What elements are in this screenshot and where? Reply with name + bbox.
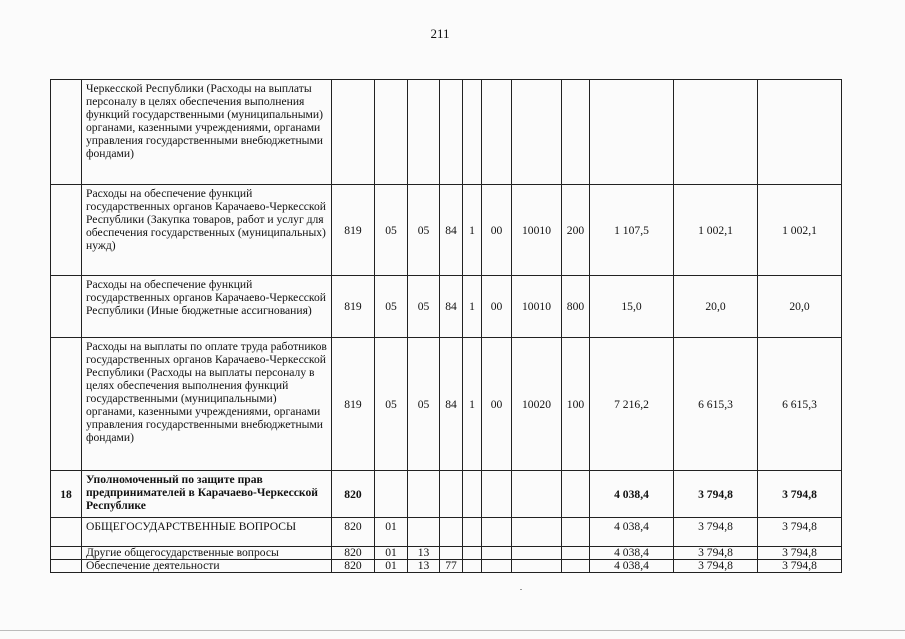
program-code [440,518,463,547]
subsection-code: 13 [408,547,440,560]
section-code: 05 [375,276,408,338]
main-activity-code: 00 [482,338,512,471]
table-row [51,560,842,573]
row-index [51,276,82,338]
table-row [51,518,842,547]
expense-type-code [562,471,590,518]
program-code [440,547,463,560]
sum-2021: 3 794,8 [758,471,842,518]
row-index [51,518,82,547]
program-code: 84 [440,338,463,471]
subprogram-code [463,547,482,560]
sum-2020 [674,80,758,185]
row-index [51,185,82,276]
subprogram-code [463,471,482,518]
subsection-code: 13 [408,560,440,573]
expense-type-code [562,547,590,560]
ministry-code: 819 [332,276,375,338]
expense-type-code [562,560,590,573]
sum-2019: 7 216,2 [590,338,674,471]
expense-type-code: 200 [562,185,590,276]
sum-2021: 1 002,1 [758,185,842,276]
section-code [375,80,408,185]
program-code: 84 [440,185,463,276]
subsection-code: 05 [408,338,440,471]
expense-type-code: 100 [562,338,590,471]
section-code: 01 [375,518,408,547]
direction-code: 10020 [512,338,562,471]
row-name: Обеспечение деятельности [82,560,332,573]
subsection-code: 05 [408,276,440,338]
sum-2020: 3 794,8 [674,547,758,560]
sum-2019: 4 038,4 [590,560,674,573]
subprogram-code [463,560,482,573]
sum-2019: 4 038,4 [590,518,674,547]
table-row [51,185,842,276]
sum-2021: 6 615,3 [758,338,842,471]
row-name: Уполномоченный по защите прав предпринимателей в Карачаево-Черкесской Республике [82,471,332,518]
table-row [51,338,842,471]
row-index [51,80,82,185]
section-code: 01 [375,547,408,560]
table-row [51,80,842,185]
ministry-code: 820 [332,471,375,518]
subprogram-code: 1 [463,338,482,471]
direction-code [512,547,562,560]
table-row [51,547,842,560]
ministry-code: 820 [332,547,375,560]
subsection-code [408,471,440,518]
sum-2020: 20,0 [674,276,758,338]
sum-2019: 15,0 [590,276,674,338]
direction-code: 10010 [512,276,562,338]
main-activity-code [482,471,512,518]
sum-2019 [590,80,674,185]
ministry-code: 820 [332,560,375,573]
row-index [51,338,82,471]
row-index [51,547,82,560]
sum-2019: 1 107,5 [590,185,674,276]
sum-2020: 1 002,1 [674,185,758,276]
row-name: Расходы на обеспечение функций государственных органов Карачаево-Черкесской Республики (Иные бюджетные ассигнования) [82,276,332,338]
budget-table [50,79,842,573]
subprogram-code: 1 [463,185,482,276]
ministry-code: 820 [332,518,375,547]
subsection-code [408,518,440,547]
direction-code: 10010 [512,185,562,276]
sum-2020: 3 794,8 [674,518,758,547]
direction-code [512,471,562,518]
table-row [51,471,842,518]
ministry-code [332,80,375,185]
expense-type-code [562,518,590,547]
main-activity-code [482,80,512,185]
row-name: Расходы на обеспечение функций государственных органов Карачаево-Черкесской Республики (Закупка товаров, работ и услуг для обеспечения государственных (муниципальных) нужд) [82,185,332,276]
section-code [375,471,408,518]
expense-type-code [562,80,590,185]
row-name: Другие общегосударственные вопросы [82,547,332,560]
ministry-code: 819 [332,338,375,471]
sum-2021: 3 794,8 [758,560,842,573]
direction-code [512,518,562,547]
ministry-code: 819 [332,185,375,276]
program-code: 84 [440,276,463,338]
section-code: 05 [375,185,408,276]
program-code [440,471,463,518]
scan-edge-line [0,630,905,631]
sum-2019: 4 038,4 [590,547,674,560]
subsection-code [408,80,440,185]
sum-2021: 20,0 [758,276,842,338]
row-name: ОБЩЕГОСУДАРСТВЕННЫЕ ВОПРОСЫ [82,518,332,547]
section-code: 05 [375,338,408,471]
sum-2020: 6 615,3 [674,338,758,471]
main-activity-code: 00 [482,276,512,338]
subsection-code: 05 [408,185,440,276]
row-name: Расходы на выплаты по оплате труда работников государственных органов Карачаево-Черкесской Республики (Расходы на выплаты персоналу в целях обеспечения выполнения функций государственными (муниципальными) органами, казенными учреждениями, органами управления государственными внебюджетными фондами) [82,338,332,471]
expense-type-code: 800 [562,276,590,338]
table-row [51,276,842,338]
scan-speck [520,589,522,590]
sum-2019: 4 038,4 [590,471,674,518]
subprogram-code [463,518,482,547]
subprogram-code: 1 [463,276,482,338]
sum-2020: 3 794,8 [674,560,758,573]
sum-2020: 3 794,8 [674,471,758,518]
sum-2021 [758,80,842,185]
sum-2021: 3 794,8 [758,547,842,560]
section-code: 01 [375,560,408,573]
main-activity-code: 00 [482,185,512,276]
sum-2021: 3 794,8 [758,518,842,547]
row-name: Черкесской Республики (Расходы на выплаты персоналу в целях обеспечения выполнения функций государственными (муниципальными) органами, казенными учреждениями, органами управления государственными внебюджетными фондами) [82,80,332,185]
row-index: 18 [51,471,82,518]
direction-code [512,80,562,185]
page-number: 211 [430,26,450,41]
main-activity-code [482,547,512,560]
main-activity-code [482,560,512,573]
row-index [51,560,82,573]
main-activity-code [482,518,512,547]
subprogram-code [463,80,482,185]
program-code [440,80,463,185]
program-code: 77 [440,560,463,573]
direction-code [512,560,562,573]
